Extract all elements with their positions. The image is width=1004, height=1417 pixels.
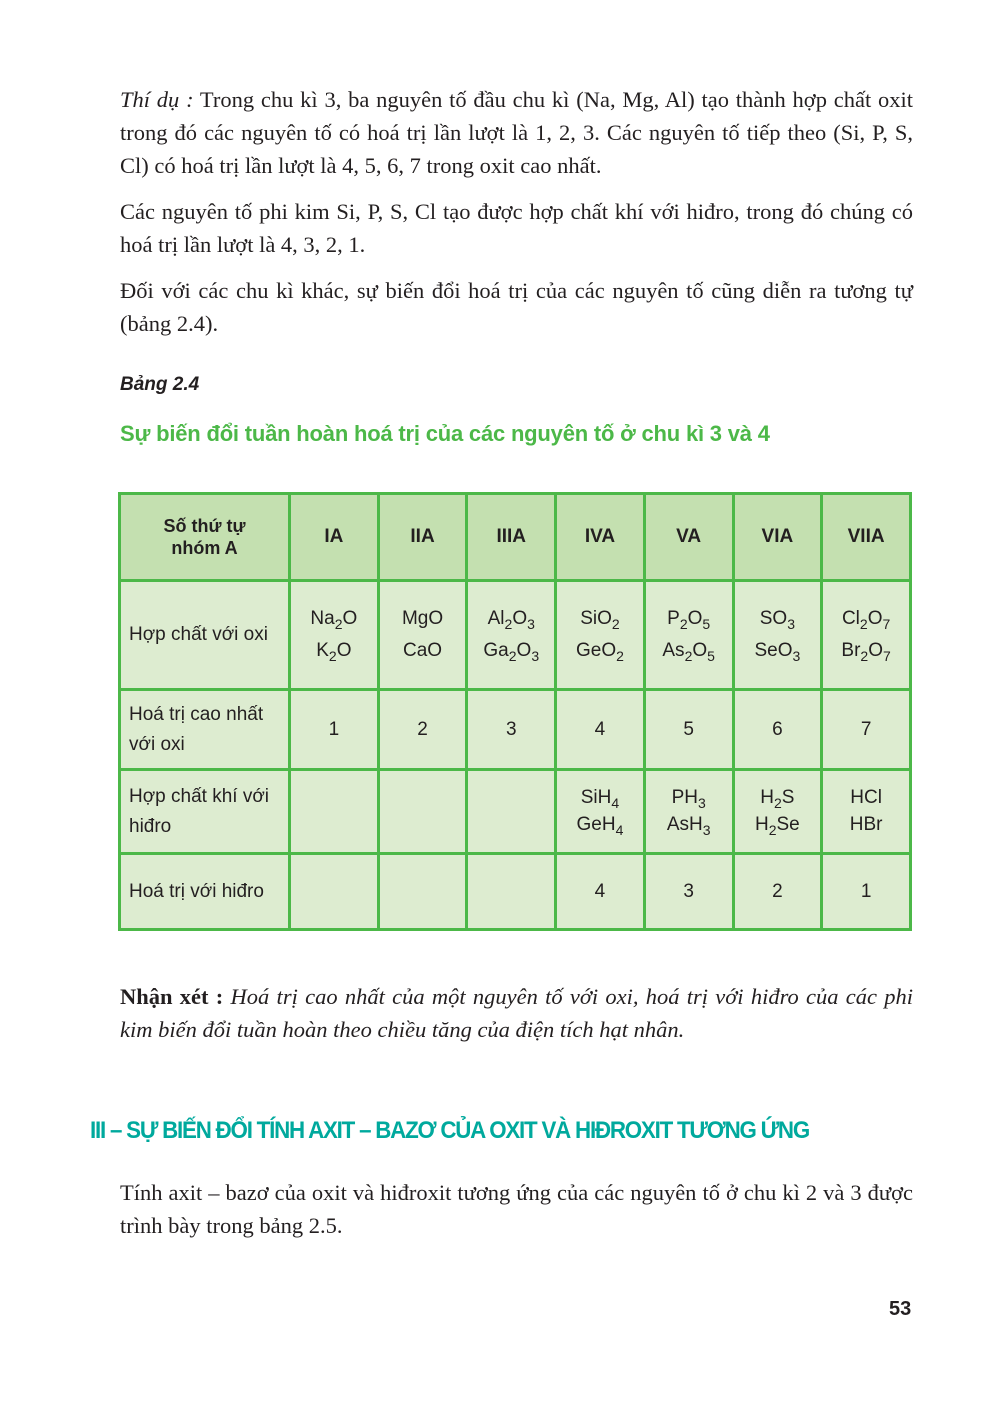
example-label: Thí dụ : <box>120 87 194 112</box>
header-group-viia: VIIA <box>822 494 911 581</box>
value-cell: 6 <box>733 690 822 770</box>
hydrogen-compounds-paragraph: Các nguyên tố phi kim Si, P, S, Cl tạo được hợp chất khí với hiđro, trong đó chúng có hoá trị lần lượt là 4, 3, 2, 1. <box>120 199 913 257</box>
value-cell: 2 <box>733 854 822 930</box>
row-label-line1: Hoá trị cao nhất <box>129 703 264 725</box>
oxide-cell: $Na_2O$ $K_2O$ <box>290 581 379 690</box>
header-group-number <box>120 494 290 581</box>
row-label-line2: hiđro <box>129 815 172 837</box>
empty-cell <box>467 854 556 930</box>
oxide-cell: $P_2O_5$ $As_2O_5$ <box>644 581 733 690</box>
hydride-cell: $PH_3$ AsH$_3$ <box>644 770 733 854</box>
row-label-line2: với oxi <box>129 733 185 755</box>
example-paragraph <box>120 83 913 182</box>
remark-text: Hoá trị cao nhất của một nguyên tố với oxi, hoá trị với hiđro của các phi kim biến đổi tuần hoàn theo chiều tăng của điện tích hạt nhân. <box>120 984 913 1042</box>
page-number: 53 <box>889 1298 912 1320</box>
header-group-iva: IVA <box>556 494 645 581</box>
value-cell: 7 <box>822 690 911 770</box>
remark-paragraph <box>120 980 913 1046</box>
value-cell: 4 <box>556 854 645 930</box>
header-group-iia: IIA <box>378 494 467 581</box>
value-cell: 1 <box>290 690 379 770</box>
value-cell: 5 <box>644 690 733 770</box>
table-title: Sự biến đổi tuần hoàn hoá trị của các nguyên tố ở chu kì 3 và 4 <box>120 421 770 446</box>
oxide-cell: SiO$_2$ GeO$_2$ <box>556 581 645 690</box>
row-label-valence-hydrogen: Hoá trị với hiđro <box>120 854 290 930</box>
value-cell: 3 <box>644 854 733 930</box>
header-group-via: VIA <box>733 494 822 581</box>
empty-cell <box>290 854 379 930</box>
section-paragraph: Tính axit – bazơ của oxit và hiđroxit tương ứng của các nguyên tố ở chu kì 2 và 3 được trình bày trong bảng 2.5. <box>120 1180 913 1238</box>
header-group-va: VA <box>644 494 733 581</box>
hydride-cell: SiH$_4$ GeH$_4$ <box>556 770 645 854</box>
header-group-ia: IA <box>290 494 379 581</box>
table-caption: Bảng 2.4 <box>120 374 200 395</box>
table-row-hydrides <box>120 770 911 854</box>
header-group-iiia: IIIA <box>467 494 556 581</box>
header-label-line1: Số thứ tự <box>163 516 246 536</box>
remark-label: Nhận xét : <box>120 984 224 1009</box>
empty-cell <box>467 770 556 854</box>
empty-cell <box>378 770 467 854</box>
value-cell: 1 <box>822 854 911 930</box>
oxide-cell: $Al_2O_3$ $Ga_2O_3$ <box>467 581 556 690</box>
section-heading: III – SỰ BIẾN ĐỔI TÍNH AXIT – BAZƠ CỦA OXIT VÀ HIĐROXIT TƯƠNG ỨNG <box>90 1117 810 1144</box>
empty-cell <box>378 854 467 930</box>
hydride-cell: $H_2S$ $H_2Se$ <box>733 770 822 854</box>
table-row-valence-hydrogen <box>120 854 911 930</box>
table-header-row <box>120 494 911 581</box>
row-label-max-valence-oxygen <box>120 690 290 770</box>
table-row-max-valence-oxygen <box>120 690 911 770</box>
empty-cell <box>290 770 379 854</box>
valence-table <box>118 492 912 931</box>
row-label-oxides: Hợp chất với oxi <box>120 581 290 690</box>
example-text: Trong chu kì 3, ba nguyên tố đầu chu kì (Na, Mg, Al) tạo thành hợp chất oxit trong đó các nguyên tố có hoá trị lần lượt là 1, 2, 3. Các nguyên tố tiếp theo (Si, P, S, Cl) có hoá trị lần lượt là 4, 5, 6, 7 trong oxit cao nhất. <box>120 87 913 178</box>
row-label-line1: Hợp chất khí với <box>129 785 270 807</box>
hydride-cell: HCl HBr <box>822 770 911 854</box>
value-cell: 3 <box>467 690 556 770</box>
row-label-hydrides <box>120 770 290 854</box>
value-cell: 2 <box>378 690 467 770</box>
oxide-cell: $Cl_2O_7$ $Br_2O_7$ <box>822 581 911 690</box>
value-cell: 4 <box>556 690 645 770</box>
oxide-cell: $SO_3$ SeO$_3$ <box>733 581 822 690</box>
other-periods-paragraph: Đối với các chu kì khác, sự biến đổi hoá trị của các nguyên tố cũng diễn ra tương tự (bảng 2.4). <box>120 278 913 336</box>
table-row-oxides <box>120 581 911 690</box>
header-label-line2: nhóm A <box>171 538 238 558</box>
oxide-cell: MgO CaO <box>378 581 467 690</box>
